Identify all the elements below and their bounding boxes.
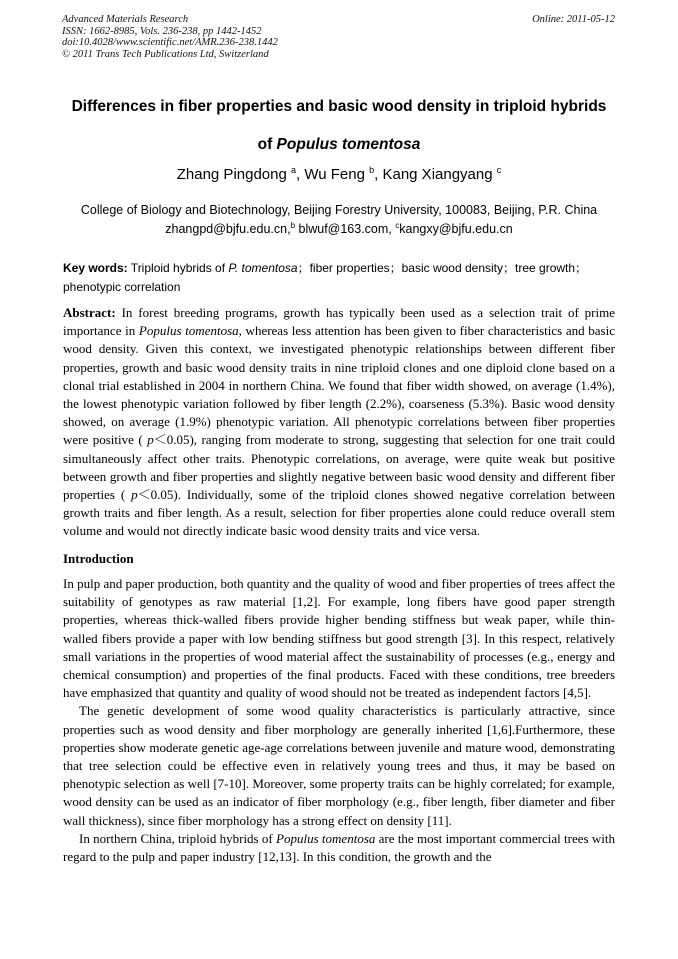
journal-header	[62, 14, 615, 60]
abstract-label: Abstract:	[63, 305, 116, 320]
title-line-1: Differences in fiber properties and basic wood density in triploid hybrids	[71, 98, 607, 115]
abstract-text: In forest breeding programs, growth has typically been used as a selection trait of prime importance in	[63, 305, 615, 339]
email-3: kangxy@bjfu.edu.cn	[399, 222, 513, 236]
institution: College of Biology and Biotechnology, Beijing Forestry University, 100083, Beijing, P.R. China	[80, 203, 598, 217]
journal-name: Advanced Materials Research	[62, 14, 189, 25]
intro-paragraph-3	[63, 830, 615, 866]
title-species: Populus tomentosa	[276, 136, 421, 153]
keywords-species: P. tomentosa	[228, 261, 298, 275]
author-sep: ,	[374, 166, 383, 183]
author-2: Wu Feng	[304, 166, 365, 183]
p-value-symbol: p	[147, 432, 154, 448]
intro-paragraph-2: The genetic development of some wood quality characteristics is particularly attractive, since properties such as wood density and fiber morphology are generally inherited [1,6].Furthermore, these properties show moderate genetic age-age correlations between juvenile and mature wood, demonstrating that tree selection could be effective even in relatively young trees and thus, it may be based on phenotypic selection as well [7-10]. Moreover, some property traits can be highly correlated; for example, wood density can be used as an indicator of fiber morphology (e.g., fiber length, fiber diameter and fiber wall thickness), since fiber morphology has a strong effect on density [11].	[63, 703, 615, 828]
author-2-sup: b	[369, 165, 375, 175]
author-1: Zhang Pingdong	[176, 166, 287, 183]
abstract-text: ＜0.05), ranging from moderate to strong, suggesting that selection for one trait could simultaneously affect other traits. Phenotypic correlations, on average, were quite weak but positive between growth and fiber properties and slightly negative between basic wood density and different fiber properties (	[63, 432, 615, 503]
author-3-sup: c	[496, 165, 502, 175]
intro-paragraph-1: In pulp and paper production, both quantity and the quality of wood and fiber properties of trees affect the suitability of genotypes as raw material [1,2]. For example, long fibers have good paper strength properties, whereas thick-walled fibers provide higher bending stiffness but weak paper, while thin-walled fibers provide a paper with low bending stiffness but good strength [3]. In this respect, relatively small variations in the properties of wood material affect the sustainability of processes (e.g., energy and chemical consumption) and properties of the final products. Faced with these conditions, tree breeders have emphasized that quantity and quality of wood should not be treated as independent factors [4,5].	[63, 576, 615, 701]
p-value-symbol: p	[131, 487, 138, 503]
abstract-species: Populus tomentosa,	[138, 323, 242, 339]
author-list	[0, 164, 678, 186]
email-2: blwuf@163.com,	[295, 222, 396, 236]
paper-title	[40, 88, 638, 164]
email-1: zhangpd@bjfu.edu.cn,	[165, 222, 291, 236]
online-date: Online: 2011-05-12	[532, 14, 615, 25]
author-3: Kang Xiangyang	[382, 166, 493, 183]
doi-line: doi:10.4028/www.scientific.net/AMR.236-238.1442	[62, 37, 278, 48]
title-prefix: of	[257, 136, 277, 153]
title-line-2	[40, 126, 638, 164]
abstract	[63, 304, 615, 541]
intro-species: Populus tomentosa	[276, 830, 376, 846]
keywords	[63, 259, 616, 297]
abstract-text: ＜0.05). Individually, some of the triploid clones showed negative correlation between growth traits and fiber length. As a result, selection for fiber properties alone could reduce overall stem volume and would not directly indicate basic wood density traits and vice versa.	[63, 487, 616, 539]
copyright-line: © 2011 Trans Tech Publications Ltd, Switzerland	[62, 48, 269, 60]
issn-line: ISSN: 1662-8985, Vols. 236-238, pp 1442-1452	[62, 25, 262, 37]
intro-text: In northern China, triploid hybrids of	[79, 830, 277, 846]
author-sep: ,	[296, 166, 305, 183]
affiliation	[40, 201, 638, 239]
email-line	[40, 220, 638, 239]
introduction-heading: Introduction	[63, 551, 134, 566]
author-1-sup: a	[291, 165, 297, 175]
intro-text: are the most important commercial trees with regard to the pulp and paper industry [12,13]. In this condition, the growth and the	[63, 830, 615, 865]
email-3-sup: c	[395, 221, 400, 230]
keywords-text: ；fiber properties；basic wood density；tree growth；phenotypic correlation	[63, 261, 588, 294]
abstract-text: whereas less attention has been given to fiber characteristics and basic wood density. Given this context, we investigated phenotypic relationships between different fiber properties, growth and basic wood density traits in nine triploid clones and one diploid clone based on a clonal trial established in 2004 in northern China. We found that fiber width showed, on average (1.4%), the lowest phenotypic variation followed by fiber length (2.2%), coarseness (5.3%). Basic wood density showed, on average (1.9%) phenotypic variation. All phenotypic correlations between fiber properties were positive (	[63, 323, 615, 448]
keywords-text: Triploid hybrids of	[127, 261, 229, 275]
email-2-sup: b	[290, 221, 296, 230]
keywords-label: Key words:	[63, 261, 128, 275]
introduction-body	[63, 575, 615, 866]
